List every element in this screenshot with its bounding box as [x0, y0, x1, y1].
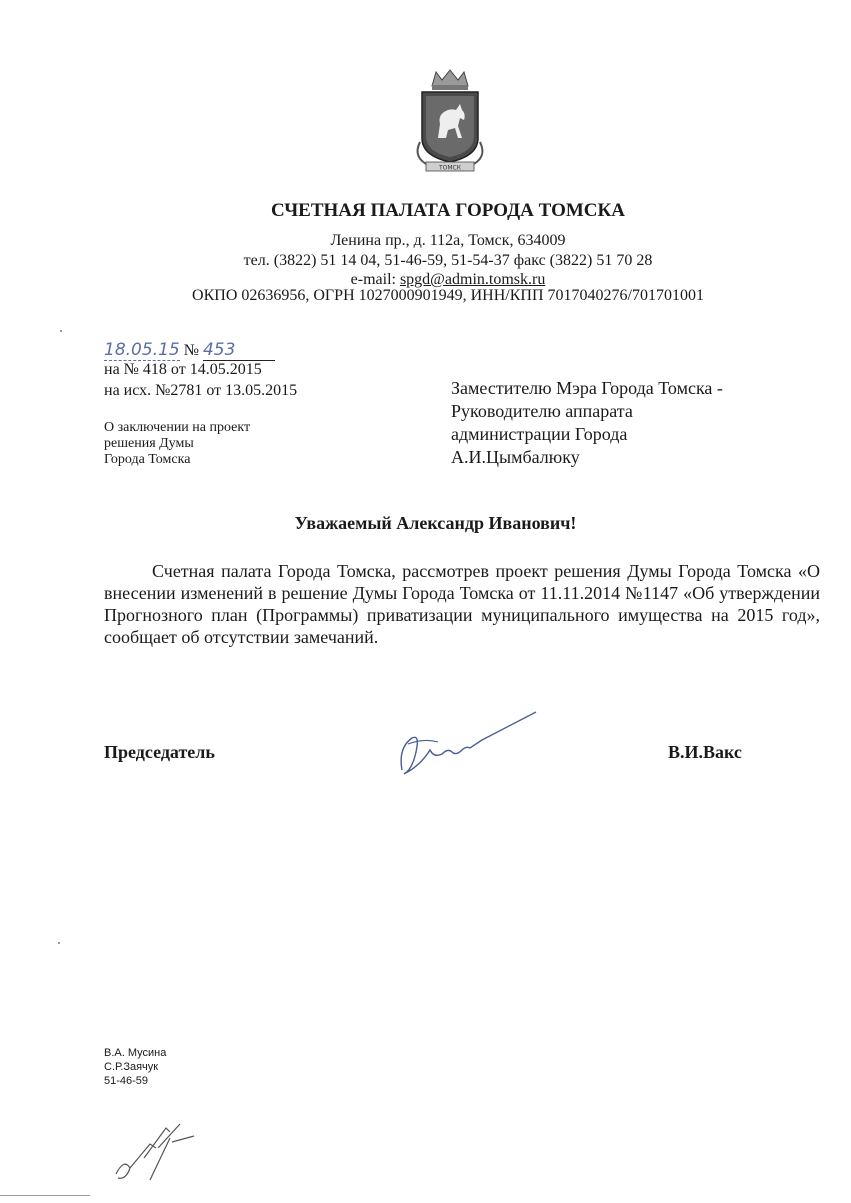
tomsk-coat-of-arms-icon — [410, 68, 490, 172]
scan-speck — [60, 330, 62, 332]
outgoing-number-line — [104, 340, 275, 361]
org-registration: ОКПО 02636956, ОГРН 1027000901949, ИНН/КПП 7017040276/701701001 — [192, 287, 704, 304]
addressee-line: администрации Города — [451, 424, 628, 444]
executor-phone: 51-46-59 — [104, 1075, 149, 1087]
signatory-role: Председатель — [104, 742, 215, 762]
executor-line: В.А. Мусина — [104, 1047, 167, 1059]
outgoing-reference: на исх. №2781 от 13.05.2015 — [104, 382, 298, 399]
subject-line: О заключении на проект — [104, 420, 251, 435]
subject-line: Города Томска — [104, 452, 191, 467]
subject-line: решения Думы — [104, 436, 194, 451]
handwritten-signature — [390, 708, 540, 788]
addressee-line: А.И.Цымбалюку — [451, 447, 580, 467]
reply-to-reference: на № 418 от 14.05.2015 — [104, 361, 262, 378]
letter-subject — [104, 420, 250, 468]
scan-edge-line — [0, 1195, 90, 1196]
handwritten-number: 453 — [202, 340, 236, 360]
org-address: Ленина пр., д. 112а, Томск, 634009 — [330, 232, 566, 249]
org-phones: тел. (3822) 51 14 04, 51-46-59, 51-54-37 факс (3822) 51 70 28 — [243, 252, 653, 269]
email-link[interactable]: spgd@admin.tomsk.ru — [399, 271, 546, 288]
executor-line: С.Р.Заячук — [104, 1061, 159, 1073]
letter-body: Счетная палата Города Томска, рассмотрев проект решения Думы Города Томска «О внесении изменений в решение Думы Города Томска от 11.11.2014 №1147 «Об утверждении Прогнозного план (Программы) приватизации муниципального имущества на 2015 год», сообщает об отсутствии замечаний. — [104, 561, 820, 647]
executors-block — [104, 1046, 166, 1088]
handwritten-date: 18.05.15 — [104, 340, 180, 360]
addressee-line: Заместителю Мэра Города Томска - — [451, 378, 723, 398]
number-label: № — [183, 342, 199, 359]
scan-speck — [58, 942, 60, 944]
signatory-name: В.И.Вакс — [668, 742, 742, 762]
org-title: СЧЕТНАЯ ПАЛАТА ГОРОДА ТОМСКА — [270, 200, 626, 221]
coat-of-arms-ribbon-text: ТОМСК — [438, 164, 462, 172]
number-field — [203, 340, 275, 361]
addressee-block — [451, 377, 723, 469]
greeting: Уважаемый Александр Иванович! — [294, 513, 577, 533]
handwritten-initials — [110, 1118, 200, 1188]
email-label: e-mail: — [350, 271, 400, 288]
addressee-line: Руководителю аппарата — [451, 401, 633, 421]
